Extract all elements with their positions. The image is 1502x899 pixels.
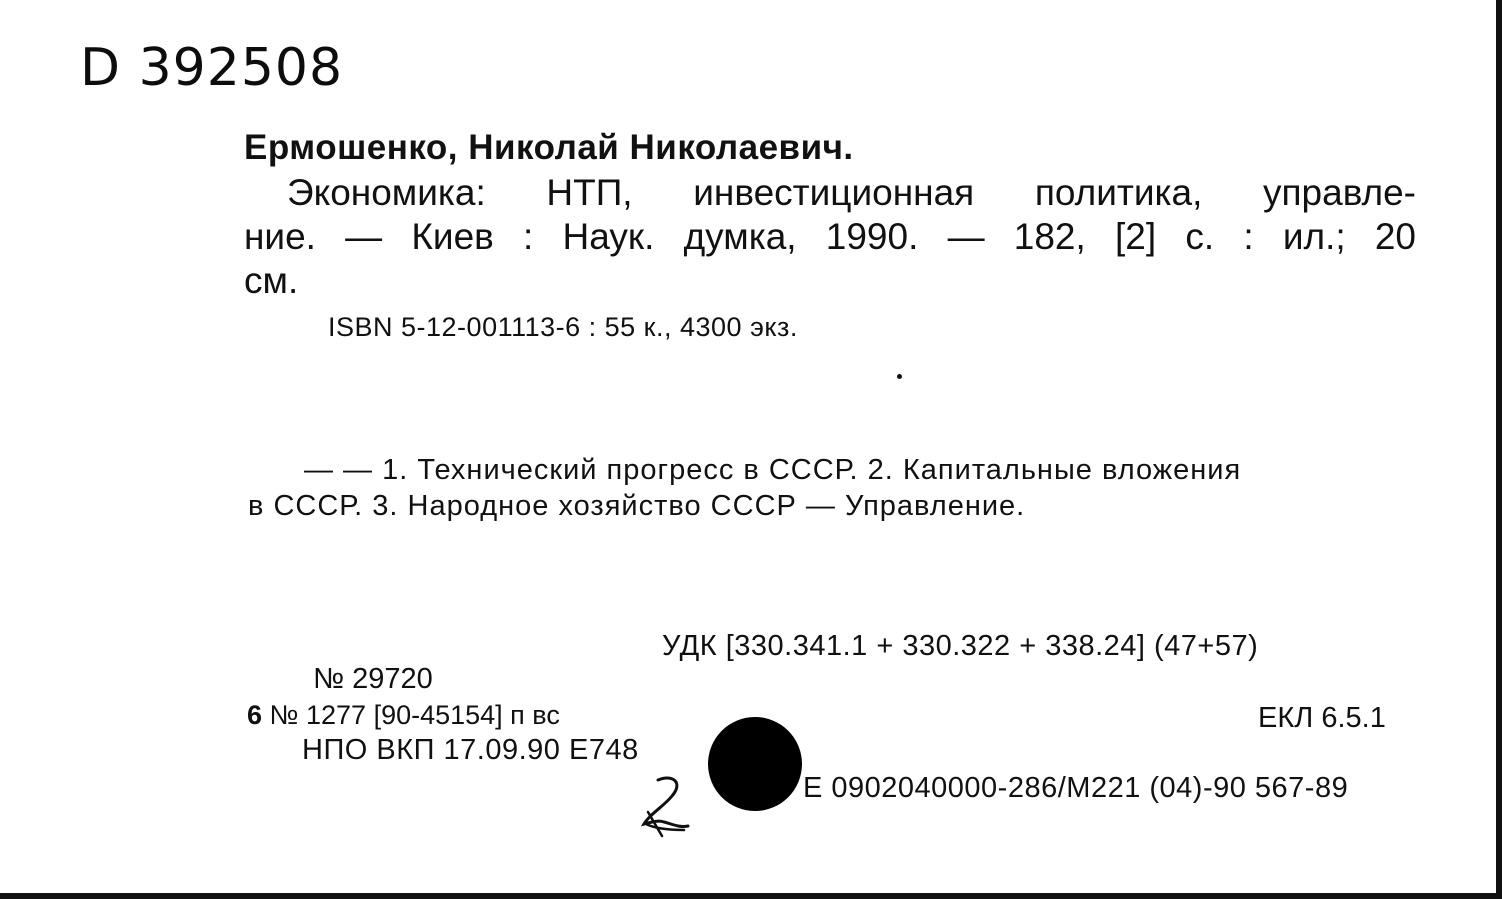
udk-code: УДК [330.341.1 + 330.322 + 338.24] (47+57) <box>662 630 1259 662</box>
record-number: № 29720 <box>313 663 433 695</box>
ekl-code: ЕКЛ 6.5.1 <box>1258 702 1386 734</box>
isbn-line: ISBN 5-12-001113-6 : 55 к., 4300 экз. <box>328 312 798 342</box>
subject-line-2: в СССР. 3. Народное хозяйство СССР — Управление. <box>248 490 1026 522</box>
order-line <box>247 700 560 731</box>
dot-mark <box>897 374 902 379</box>
call-number: D 392508 <box>80 38 344 98</box>
subject-line-1: — — 1. Технический прогресс в СССР. 2. Капитальные вложения <box>304 454 1242 486</box>
order-prefix: 6 <box>247 700 263 730</box>
title-line-2: ние. — Киев : Наук. думка, 1990. — 182, [2] с. : ил.; 20 <box>244 216 1416 257</box>
title-line-3: см. <box>244 260 299 301</box>
classification-code: Е 0902040000-286/М221 (04)-90 567-89 <box>803 772 1349 804</box>
order-text: № 1277 [90-45154] п вс <box>262 700 560 730</box>
title-line-1: Экономика: НТП, инвестиционная политика, управле- <box>287 172 1416 213</box>
handwritten-mark-icon <box>628 772 698 842</box>
author-heading: Ермошенко, Николай Николаевич. <box>244 128 854 167</box>
npo-line: НПО ВКП 17.09.90 Е748 <box>302 734 639 766</box>
punch-hole <box>708 717 802 811</box>
